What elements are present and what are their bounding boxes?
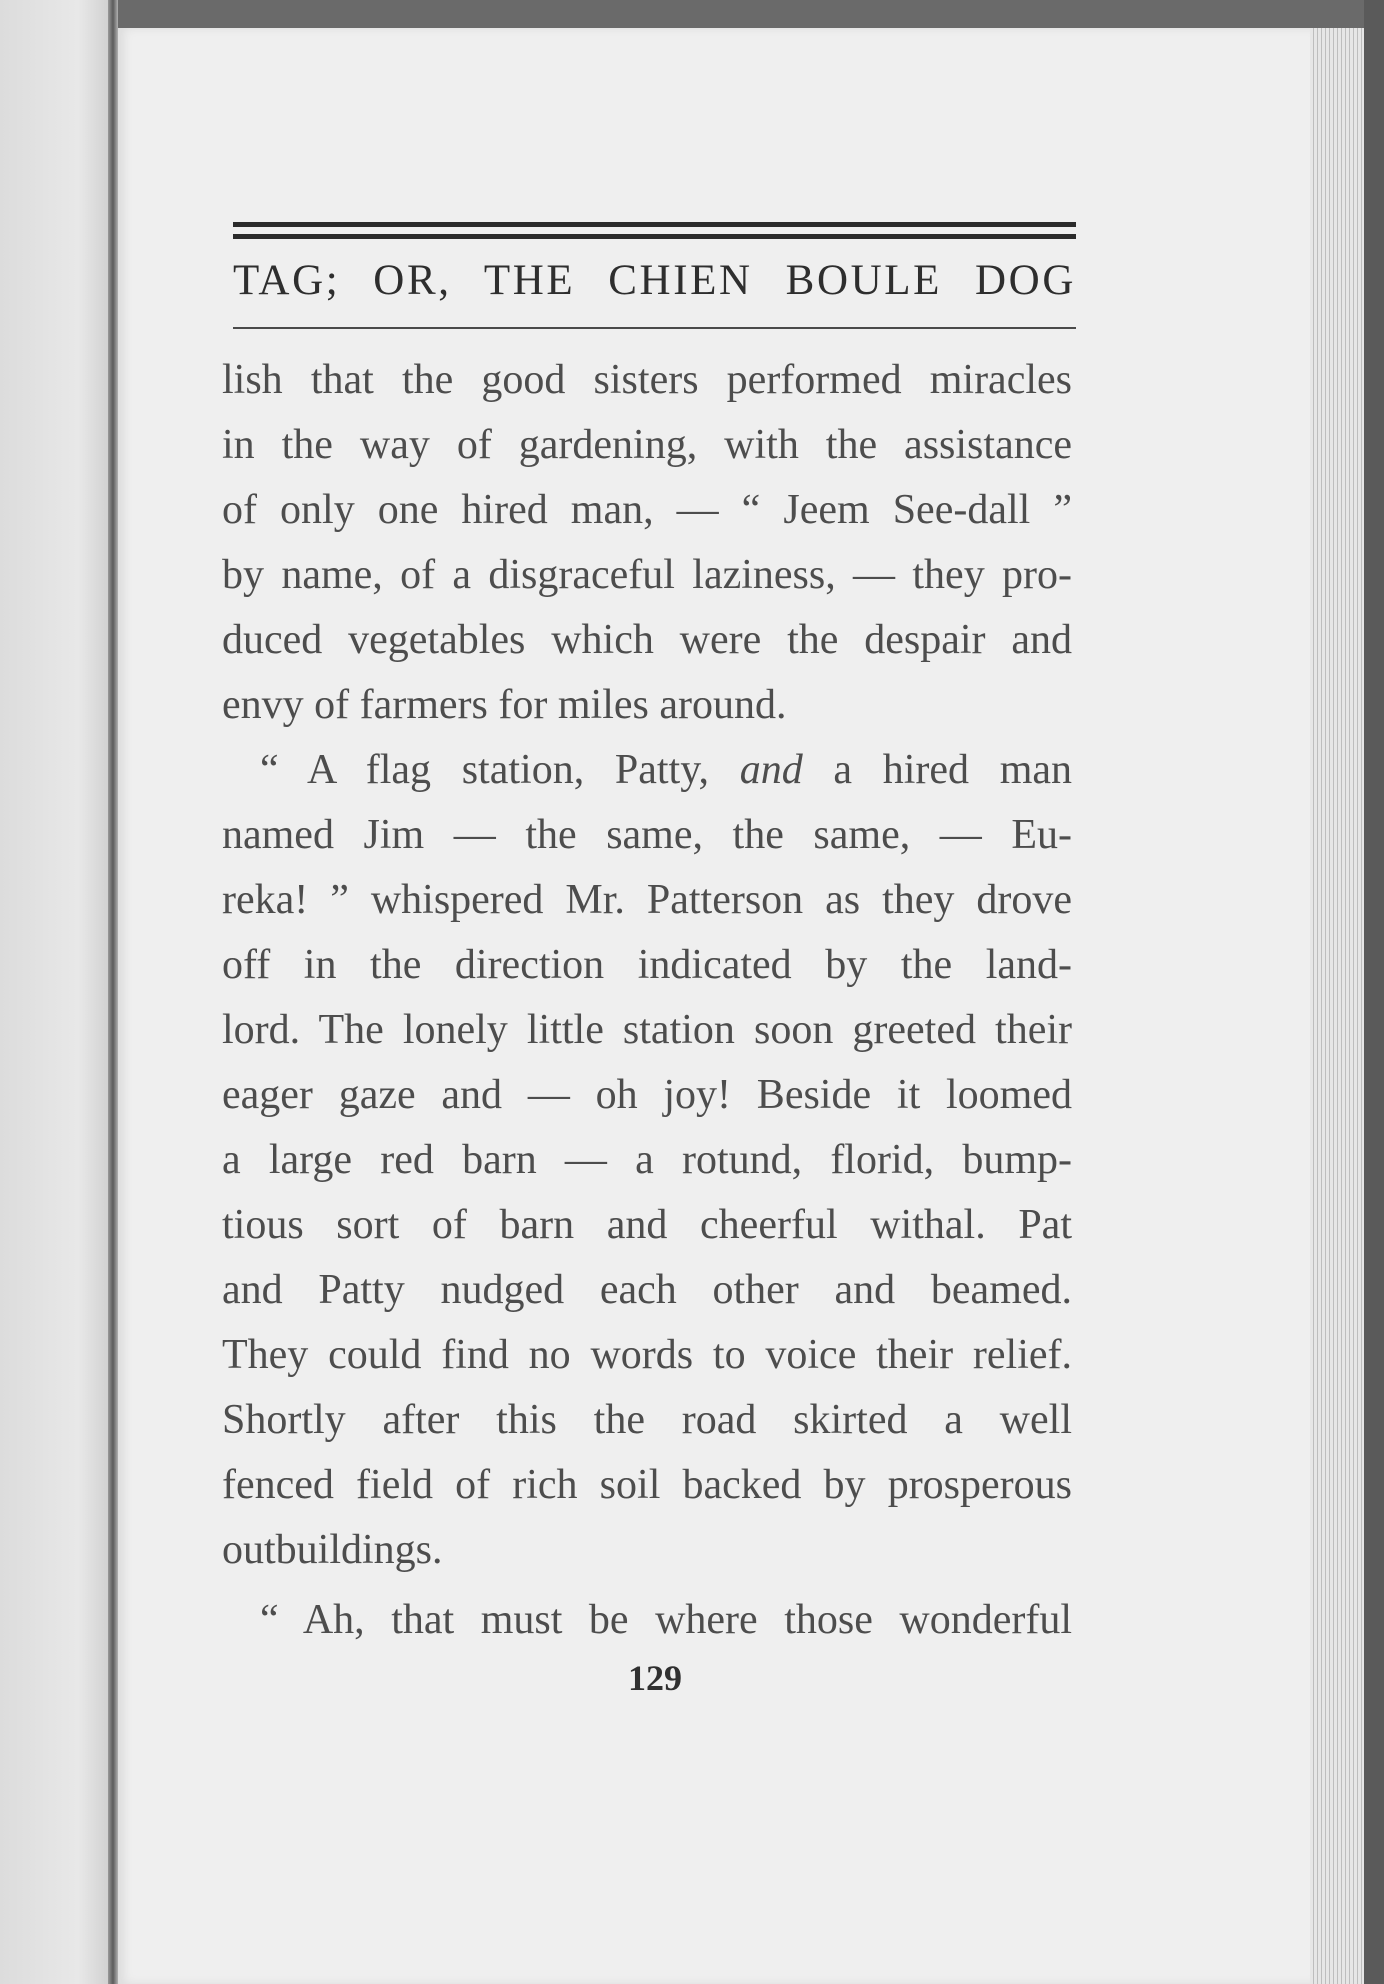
header-rule-double xyxy=(233,234,1076,239)
text-line: of only one hired man, — “ Jeem See-dall ” xyxy=(222,487,1072,533)
text-line: named Jim — the same, the same, — Eu- xyxy=(222,812,1072,858)
text-line: in the way of gardening, with the assistance xyxy=(222,422,1072,468)
header-rule-top xyxy=(233,222,1076,227)
text-line: eager gaze and — oh joy! Beside it loomed xyxy=(222,1072,1072,1118)
italic-word: and xyxy=(739,747,803,793)
text-line: outbuildings. xyxy=(222,1527,443,1573)
text-line: duced vegetables which were the despair and xyxy=(222,617,1072,663)
cover-edge xyxy=(1364,0,1384,1984)
book-gutter xyxy=(108,0,118,1984)
scan-background xyxy=(0,0,1384,28)
text-span: a hired man xyxy=(802,747,1072,793)
running-head: TAG; OR, THE CHIEN BOULE DOG xyxy=(233,257,1076,304)
text-line: fenced field of rich soil backed by prosperous xyxy=(222,1462,1072,1508)
text-line: lish that the good sisters performed miracles xyxy=(222,357,1072,403)
text-line: reka! ” whispered Mr. Patterson as they drove xyxy=(222,877,1072,923)
text-line: lord. The lonely little station soon greeted their xyxy=(222,1007,1072,1053)
text-line: envy of farmers for miles around. xyxy=(222,682,787,728)
text-line: tious sort of barn and cheerful withal. Pat xyxy=(222,1202,1072,1248)
text-line: Shortly after this the road skirted a well xyxy=(222,1397,1072,1443)
page-number: 129 xyxy=(628,1658,682,1698)
text-span: “ A flag station, Patty, xyxy=(260,747,740,793)
facing-page-edge xyxy=(0,0,112,1984)
text-line: by name, of a disgraceful laziness, — they pro- xyxy=(222,552,1072,598)
page-edges xyxy=(1310,28,1364,1984)
header-rule-bottom xyxy=(233,327,1076,329)
text-line: They could find no words to voice their relief. xyxy=(222,1332,1072,1378)
text-line: off in the direction indicated by the land- xyxy=(222,942,1072,988)
text-line: “ Ah, that must be where those wonderful xyxy=(260,1597,1072,1643)
text-line: a large red barn — a rotund, florid, bump- xyxy=(222,1137,1072,1183)
text-line: and Patty nudged each other and beamed. xyxy=(222,1267,1072,1313)
text-line xyxy=(260,740,1072,800)
